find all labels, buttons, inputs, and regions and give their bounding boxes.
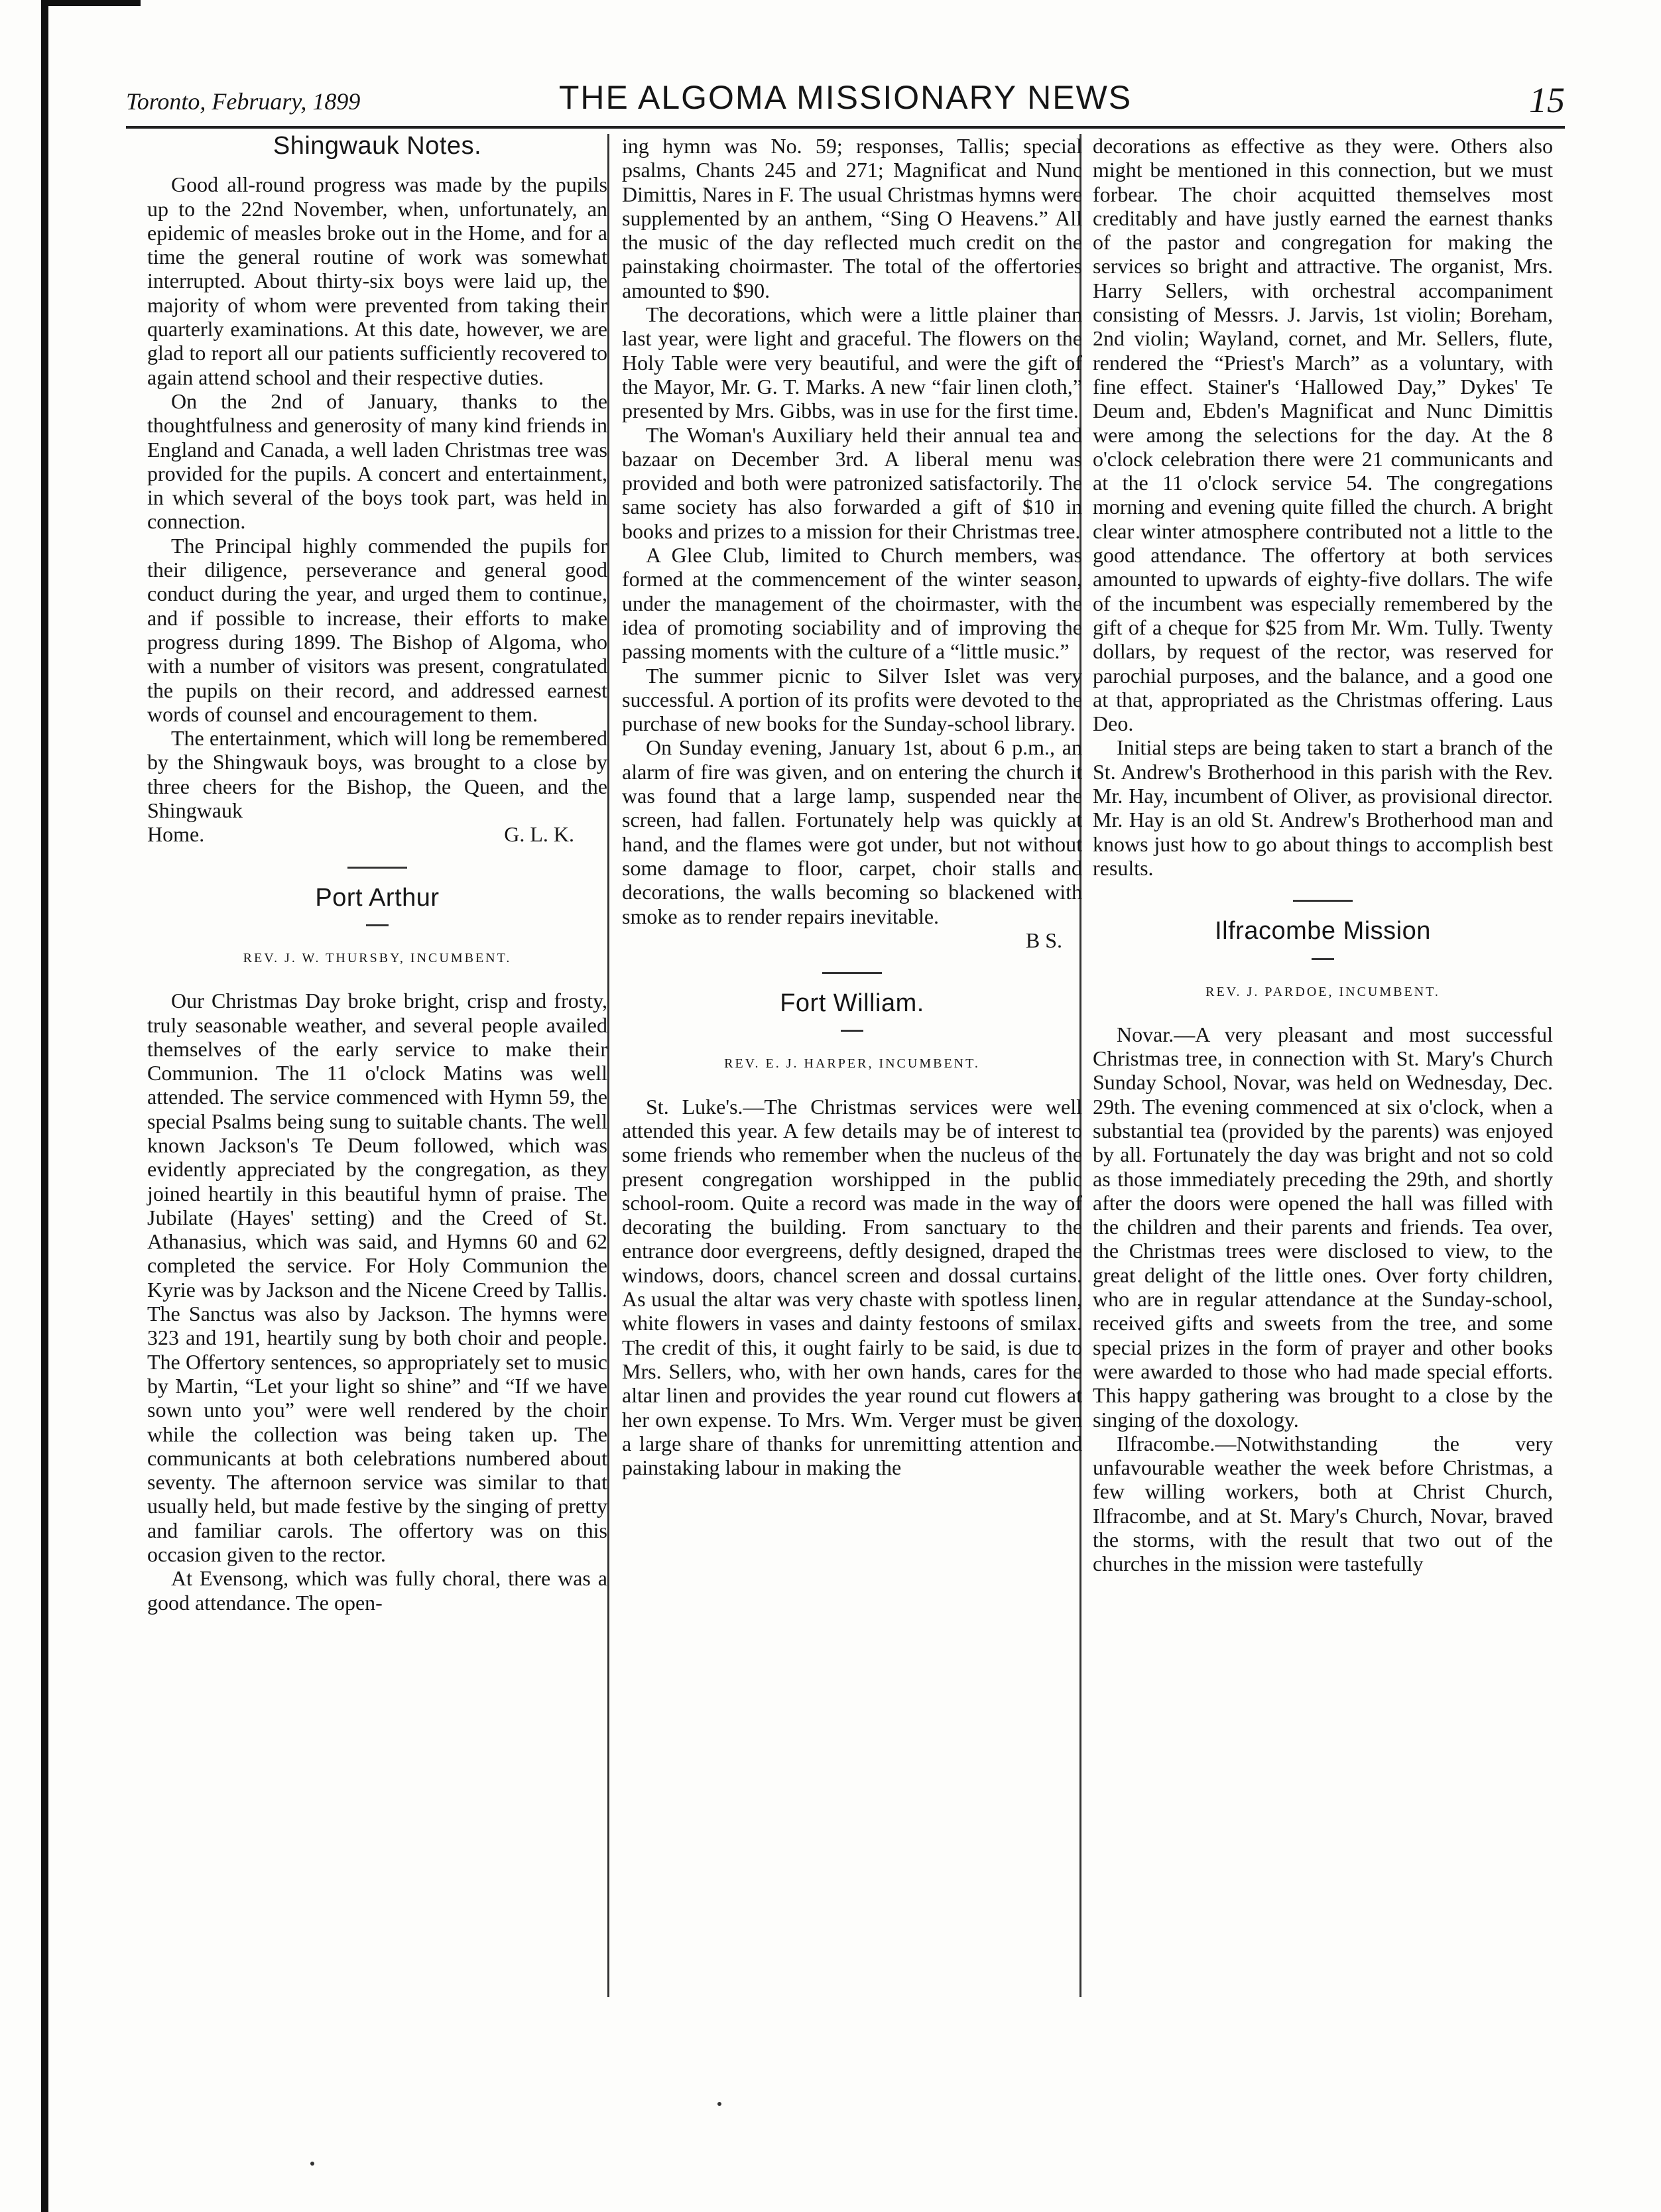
byline: REV. J. PARDOE, INCUMBENT. xyxy=(1205,984,1440,999)
paragraph: Good all-round progress was made by the pupils up to the 22nd November, when, unfortunately, an epidemic of measles broke out in the Home, and for a time the general routine of work was somewhat interrupted. About thirty-six boys were laid up, the majority of whom were prevented from taking their quarterly examinations. At this date, however, we are glad to report all our patients sufficiently recovered to again attend school and their respective duties. xyxy=(147,172,607,389)
paragraph: The summer picnic to Silver Islet was very successful. A portion of its profits were devoted to the purchase of new books for the Sunday-school library. xyxy=(622,663,1082,736)
paragraph-end: Home. xyxy=(147,822,205,847)
paragraph: A Glee Club, limited to Church members, was formed at the commencement of the winter season, under the management of the choirmaster, with the idea of promoting sociability and of improving the passing moments with the culture of a “little music.” xyxy=(622,543,1082,664)
column-2 xyxy=(622,134,1082,1479)
byline: REV. E. J. HARPER, INCUMBENT. xyxy=(724,1056,980,1072)
print-speck xyxy=(310,2162,314,2166)
paragraph: Novar.—A very pleasant and most successful Christmas tree, in connection with St. Mary's Church Sunday School, Novar, was held on Wednesday, Dec. 29th. The evening commenced at six o'clock, when a substantial tea (provided by the parents) was enjoyed by all. Fortunately the day was bright and not so cold as those immediately preceding the 29th, and shortly after the doors were opened the hall was filled with the children and their parents and friends. Tea over, the Christmas trees were disclosed to view, to the great delight of the little ones. Over forty children, who are in regular attendance at the Sunday-school, received gifts and sweets from the tree, and some special prizes in the form of prayer and other books were awarded to those who had made special efforts. This happy gathering was brought to a close by the singing of the doxology. xyxy=(1093,1022,1553,1432)
header-rule xyxy=(126,126,1565,129)
article-title-ilfracombe: Ilfracombe Mission xyxy=(1215,917,1431,946)
newspaper-title: THE ALGOMA MISSIONARY NEWS xyxy=(558,79,1133,116)
paragraph: The Woman's Auxiliary held their annual tea and bazaar on December 3rd. A liberal menu was provided and both were patronized satisfactorily. The same society has also forwarded a gift of $10 in books and prizes to a mission for their Christmas tree. xyxy=(622,422,1082,543)
paragraph: At Evensong, which was fully choral, there was a good attendance. The open- xyxy=(147,1566,607,1615)
signature: G. L. K. xyxy=(504,822,574,847)
paragraph: St. Luke's.—The Christmas services were well attended this year. A few details may be of interest to some friends who remember when the nucleus of the present congregation worshipped in the public school-room. Quite a record was made in the way of decorating the building. From sanctuary to the entrance door evergreens, deftly designed, draped the windows, doors, chancel screen and dossal curtains. As usual the altar was very chaste with spotless linen, white flowers in vases and dainty festoons of smilax. The credit of this, it ought fairly to be said, is due to Mrs. Sellers, who, with her own hands, cares for the altar linen and provides the year round cut flowers at her own expense. To Mrs. Wm. Verger must be given a large share of thanks for unremitting attention and painstaking labour in making the xyxy=(622,1094,1082,1480)
print-speck xyxy=(717,2102,721,2106)
paragraph: On Sunday evening, January 1st, about 6 p.m., an alarm of fire was given, and on entering the church it was found that a large lamp, suspended near the screen, had fallen. Fortunately help was quickly at hand, and the flames were got under, but not without some damage to floor, carpet, choir stalls and decorations, the walls becoming so blackened with smoke as to render repairs inevitable. xyxy=(622,735,1082,928)
signature: B S. xyxy=(1025,928,1062,952)
page-header xyxy=(126,78,1565,126)
article-title-port-arthur: Port Arthur xyxy=(315,883,440,912)
section-separator xyxy=(1293,900,1353,902)
paragraph: On the 2nd of January, thanks to the thoughtfulness and generosity of many kind friends in England and Canada, a well laden Christmas tree was provided for the pupils. A concert and entertainment, in which several of the boys took part, was held in connection. xyxy=(147,389,607,534)
title-rule xyxy=(1312,958,1334,960)
paragraph: The entertainment, which will long be remembered by the Shingwauk boys, was brought to a close by three cheers for the Bishop, the Queen, and the Shingwauk xyxy=(147,726,607,823)
paragraph: The decorations, which were a little plainer than last year, were light and graceful. The flowers on the Holy Table were very beautiful, and were the gift of the Mayor, Mr. G. T. Marks. A new “fair linen cloth,” presented by Mrs. Gibbs, was in use for the first time. xyxy=(622,302,1082,423)
article-title-shingwauk: Shingwauk Notes. xyxy=(273,132,482,160)
column-divider xyxy=(607,134,609,1997)
byline: REV. J. W. THURSBY, INCUMBENT. xyxy=(243,950,512,965)
page-number: 15 xyxy=(1529,80,1565,120)
title-rule xyxy=(841,1030,863,1032)
article-title-fort-william: Fort William. xyxy=(780,989,924,1018)
paragraph: Our Christmas Day broke bright, crisp and frosty, truly seasonable weather, and several people availed themselves of the early service to make their Communion. The 11 o'clock Matins was well attended. The service commenced with Hymn 59, the special Psalms being sung to suitable chants. The well known Jackson's Te Deum followed, which was evidently appreciated by the congregation, as they joined heartily in this beautiful hymn of praise. The Jubilate (Hayes' setting) and the Creed of St. Athanasius, which was said, and Hymns 60 and 62 completed the service. For Holy Communion the Kyrie was by Jackson and the Nicene Creed by Tallis. The Sanctus was also by Jackson. The hymns were 323 and 191, heartily sung by both choir and people. The Offertory sentences, so appropriately set to music by Martin, “Let your light so shine” and “If we have sown unto you” were well rendered by the choir while the collection was being taken up. The communicants at both celebrations numbered about seventy. The afternoon service was similar to that usually held, but made festive by the singing of pretty and familiar carols. The offertory was on this occasion given to the rector. xyxy=(147,989,607,1567)
section-separator xyxy=(347,867,407,869)
paragraph: ing hymn was No. 59; responses, Tallis; special psalms, Chants 245 and 271; Magnificat and Nunc Dimittis, Nares in F. The usual Christmas hymns were supplemented by an anthem, “Sing O Heavens.” All the music of the day reflected much credit on the painstaking choirmaster. The total of the offertories amounted to $90. xyxy=(622,134,1082,302)
binding-edge-top xyxy=(41,0,141,6)
column-3 xyxy=(1093,134,1553,1576)
title-rule xyxy=(366,924,389,926)
paragraph: Initial steps are being taken to start a branch of the St. Andrew's Brotherhood in this parish with the Rev. Mr. Hay, incumbent of Oliver, as provisional director. Mr. Hay is an old St. Andrew's Brotherhood man and knows just how to go about things to accomplish best results. xyxy=(1093,735,1553,880)
paragraph: Ilfracombe.—Notwithstanding the very unfavourable weather the week before Christmas, a few willing workers, both at Christ Church, Ilfracombe, and at St. Mary's Church, Novar, braved the storms, with the result that two out of the churches in the mission were tastefully xyxy=(1093,1431,1553,1576)
header-location-date: Toronto, February, 1899 xyxy=(126,88,361,115)
signature-line xyxy=(147,822,607,846)
section-separator xyxy=(822,972,882,974)
paragraph: The Principal highly commended the pupils for their diligence, perseverance and general good conduct during the year, and urged them to continue, and if possible to increase, their efforts to make progress during 1899. The Bishop of Algoma, who with a number of visitors was present, congratulated the pupils on their record, and addressed earnest words of counsel and encouragement to them. xyxy=(147,533,607,726)
binding-edge xyxy=(41,0,48,2212)
paragraph: decorations as effective as they were. Others also might be mentioned in this connection, but we must forbear. The choir acquitted themselves most creditably and have justly earned the earnest thanks of the pastor and congregation for making the services so bright and attractive. The organist, Mrs. Harry Sellers, with orchestral accompaniment consisting of Messrs. J. Jarvis, 1st violin; Boreham, 2nd violin; Wayland, cornet, and Mr. Sellers, flute, rendered the “Priest's March” as a voluntary, with fine effect. Stainer's ‘Hallowed Day,” Dykes' Te Deum and, Ebden's Magnificat and Nunc Dimittis were among the selections for the day. At the 8 o'clock celebration there were 21 communicants and at the 11 o'clock service 54. The congregations morning and evening quite filled the church. A bright clear winter atmosphere contributed not a little to the good attendance. The offertory at both services amounted to upwards of eighty-five dollars. The wife of the incumbent was especially remembered by the gift of a cheque for $25 from Mr. Wm. Tully. Twenty dollars, by request of the rector, was reserved for parochial purposes, and the balance, and a good one at that, appropriated as the Christmas offering. Laus Deo. xyxy=(1093,134,1553,736)
column-1 xyxy=(147,134,607,1615)
